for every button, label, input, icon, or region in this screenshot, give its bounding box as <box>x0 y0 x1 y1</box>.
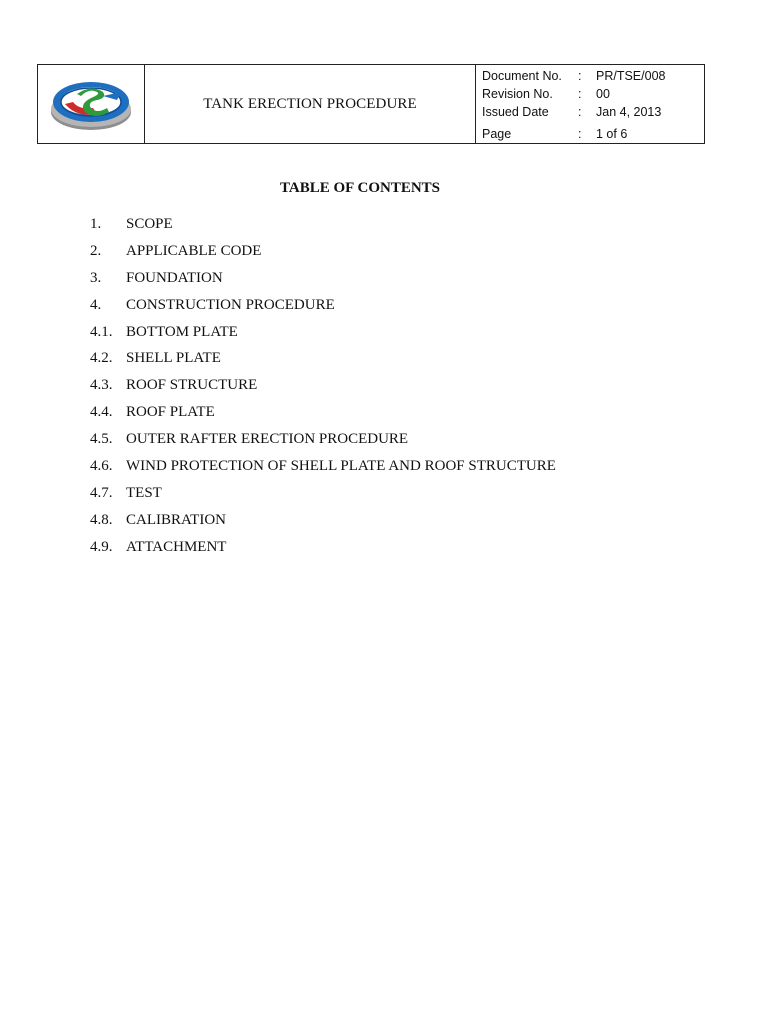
meta-separator: : <box>578 87 582 101</box>
document-meta <box>476 65 704 143</box>
toc-item <box>90 429 690 456</box>
toc-item-label: CONSTRUCTION PROCEDURE <box>126 296 335 313</box>
meta-value: 1 of 6 <box>596 127 628 141</box>
logo-cell <box>38 65 145 143</box>
toc-item <box>90 456 690 483</box>
meta-separator: : <box>578 105 582 119</box>
meta-label: Page <box>482 127 512 141</box>
toc-item-number: 4.2. <box>90 350 113 367</box>
meta-separator: : <box>578 127 582 141</box>
toc-item-number: 4.9. <box>90 538 113 555</box>
meta-value: PR/TSE/008 <box>596 69 666 83</box>
document-header-table <box>37 64 705 144</box>
toc-item <box>90 268 690 295</box>
meta-label: Document No. <box>482 69 562 83</box>
toc-item-number: 4. <box>90 296 102 313</box>
toc-item-label: WIND PROTECTION OF SHELL PLATE AND ROOF STRUCTURE <box>126 458 556 475</box>
toc-item <box>90 402 690 429</box>
toc-item-label: APPLICABLE CODE <box>126 242 262 259</box>
meta-row-issued-date <box>482 103 704 121</box>
toc-item-label: FOUNDATION <box>126 269 223 286</box>
document-title: TANK ERECTION PROCEDURE <box>145 65 476 143</box>
meta-separator: : <box>578 69 582 83</box>
toc-item-number: 4.3. <box>90 377 113 394</box>
toc-item <box>90 375 690 402</box>
toc-list <box>90 214 690 564</box>
meta-row-revision-no <box>482 85 704 103</box>
toc-item <box>90 510 690 537</box>
toc-item-label: ATTACHMENT <box>126 538 227 555</box>
toc-item <box>90 214 690 241</box>
toc-item <box>90 483 690 510</box>
toc-item-number: 4.7. <box>90 484 113 501</box>
toc-item-label: SHELL PLATE <box>126 350 221 367</box>
toc-item-number: 4.4. <box>90 404 113 421</box>
toc-item-number: 1. <box>90 216 102 232</box>
toc-item-label: ROOF STRUCTURE <box>126 377 258 394</box>
meta-value: 00 <box>596 87 610 101</box>
toc-item <box>90 537 690 564</box>
toc-heading: TABLE OF CONTENTS <box>279 180 441 196</box>
toc-item <box>90 322 690 349</box>
meta-value: Jan 4, 2013 <box>596 105 662 119</box>
toc-item-label: ROOF PLATE <box>126 404 215 421</box>
toc-item <box>90 295 690 322</box>
toc-item-number: 4.5. <box>90 431 113 448</box>
toc-item-number: 2. <box>90 242 102 259</box>
meta-row-document-no <box>482 67 704 85</box>
toc-item <box>90 348 690 375</box>
toc-item <box>90 241 690 268</box>
meta-label: Revision No. <box>482 87 553 101</box>
toc-item-number: 4.1. <box>90 323 113 340</box>
company-logo <box>47 74 135 134</box>
toc-item-number: 4.8. <box>90 511 113 528</box>
toc-item-number: 3. <box>90 269 102 286</box>
toc-item-label: CALIBRATION <box>126 511 226 528</box>
toc-item-number: 4.6. <box>90 458 113 475</box>
toc-item-label: BOTTOM PLATE <box>126 323 238 340</box>
toc-item-label: OUTER RAFTER ERECTION PROCEDURE <box>126 431 409 448</box>
meta-label: Issued Date <box>482 105 549 119</box>
toc-item-label: TEST <box>126 484 162 501</box>
toc-item-label: SCOPE <box>126 216 173 232</box>
meta-row-page <box>482 125 704 143</box>
